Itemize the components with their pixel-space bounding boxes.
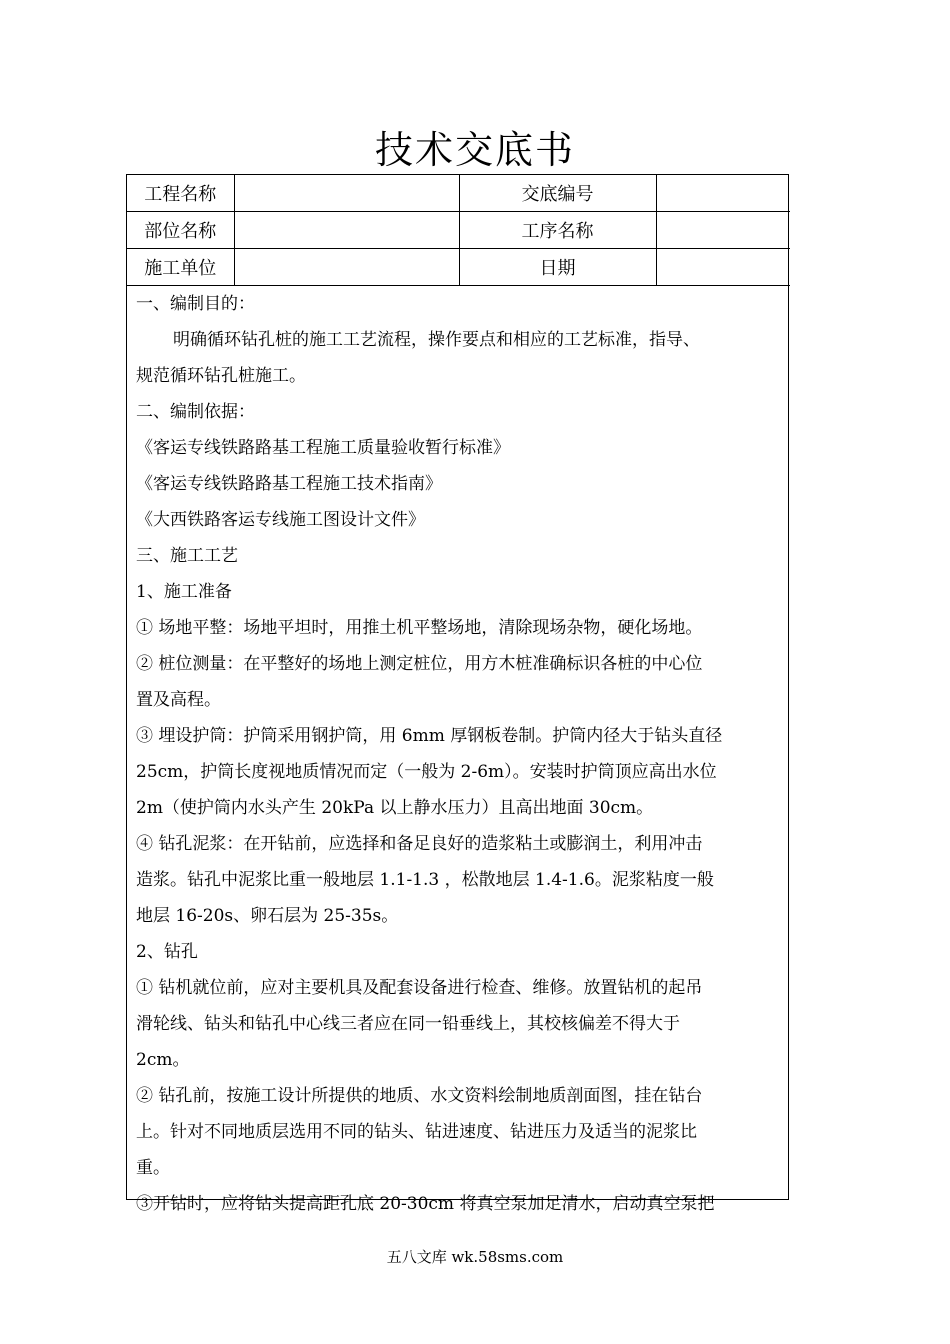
project-name-label: 工程名称 (127, 175, 234, 212)
process-name-value (656, 212, 790, 249)
body-line: 《大西铁路客运专线施工图设计文件》 (136, 510, 425, 530)
date-value (656, 249, 790, 286)
body-line: ① 钻机就位前，应对主要机具及配套设备进行检查、维修。放置钻机的起吊 (136, 978, 703, 998)
body-line: 《客运专线铁路路基工程施工质量验收暂行标准》 (136, 438, 510, 458)
body-line: ④ 钻孔泥浆：在开钻前，应选择和备足良好的造浆粘土或膨润土，利用冲击 (136, 834, 703, 854)
body-line: ③ 埋设护筒：护筒采用钢护筒，用 6mm 厚钢板卷制。护筒内径大于钻头直径 (136, 726, 723, 746)
handover-form (126, 174, 789, 1214)
body-line: 重。 (136, 1158, 170, 1178)
project-name-value (234, 175, 459, 212)
body-line: 《客运专线铁路路基工程施工技术指南》 (136, 474, 442, 494)
body-line: 造浆。钻孔中泥浆比重一般地层 1.1-1.3 ，松散地层 1.4-1.6。泥浆粘度一般 (136, 870, 714, 890)
part-name-label: 部位名称 (127, 212, 234, 249)
document-body (127, 286, 788, 1222)
body-line: 2m（使护筒内水头产生 20kPa 以上静水压力）且高出地面 30cm。 (136, 798, 654, 818)
body-line: 三、施工工艺 (136, 546, 238, 566)
body-line: 二、编制依据： (136, 402, 255, 422)
body-line: 规范循环钻孔桩施工。 (136, 366, 306, 386)
body-line: 一、编制目的： (136, 294, 255, 314)
part-name-value (234, 212, 459, 249)
body-line: ② 桩位测量：在平整好的场地上测定桩位，用方木桩准确标识各桩的中心位 (136, 654, 703, 674)
body-line: ② 钻孔前，按施工设计所提供的地质、水文资料绘制地质剖面图，挂在钻台 (136, 1086, 703, 1106)
body-line: 1、施工准备 (136, 582, 232, 602)
header-row-3 (127, 249, 790, 286)
page-footer: 五八文库 wk.58sms.com (386, 1248, 564, 1266)
process-name-label: 工序名称 (459, 212, 656, 249)
document-title: 技术交底书 (374, 128, 575, 172)
date-label: 日期 (459, 249, 656, 286)
body-line: ③开钻时，应将钻头提高距孔底 20-30cm 将真空泵加足清水，启动真空泵把 (136, 1194, 715, 1214)
body-line: 置及高程。 (136, 690, 221, 710)
handover-no-label: 交底编号 (459, 175, 656, 212)
header-row-2 (127, 212, 790, 249)
header-row-1 (127, 175, 790, 212)
body-line: 上。针对不同地质层选用不同的钻头、钻进速度、钻进压力及适当的泥浆比 (136, 1122, 697, 1142)
body-line: ① 场地平整：场地平坦时，用推土机平整场地，清除现场杂物，硬化场地。 (136, 618, 703, 638)
construction-unit-value (234, 249, 459, 286)
body-line: 滑轮线、钻头和钻孔中心线三者应在同一铅垂线上，其校核偏差不得大于 (136, 1014, 680, 1034)
body-line: 地层 16-20s、卵石层为 25-35s。 (136, 906, 399, 926)
body-line: 25cm，护筒长度视地质情况而定（一般为 2-6m）。安装时护筒顶应高出水位 (136, 762, 717, 782)
body-line: 明确循环钻孔桩的施工工艺流程，操作要点和相应的工艺标准，指导、 (173, 330, 700, 350)
header-table (127, 175, 790, 286)
body-line: 2cm。 (136, 1050, 190, 1070)
construction-unit-label: 施工单位 (127, 249, 234, 286)
handover-no-value (656, 175, 790, 212)
body-line: 2、钻孔 (136, 942, 198, 962)
